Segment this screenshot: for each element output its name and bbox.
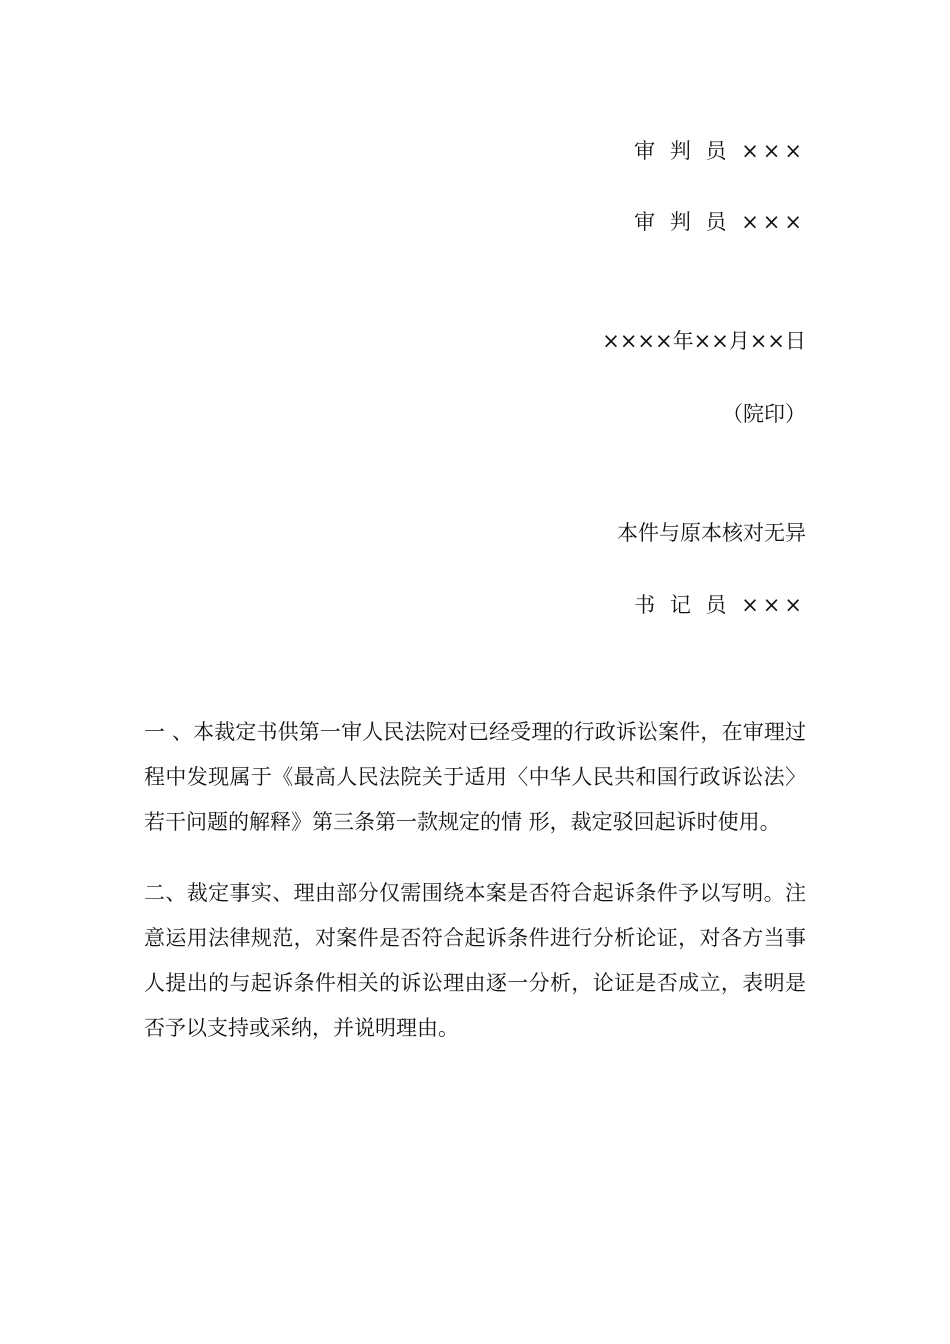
court-seal: （院印） <box>722 402 806 426</box>
clerk-signature: 书 记 员 ××× <box>634 593 806 617</box>
certified-copy-note: 本件与原本核对无异 <box>617 521 806 545</box>
judge-signature-2: 审 判 员 ××× <box>634 210 806 234</box>
note-paragraph-1: 一 、本裁定书供第一审人民法院对已经受理的行政诉讼案件，在审理过程中发现属于《最高人民法院关于适用〈中华人民共和国行政诉讼法〉若干问题的解释》第三条第一款规定的情 形，裁定驳回起诉时使用。 <box>144 720 806 834</box>
date-line: ××××年××月××日 <box>602 329 806 353</box>
usage-notes <box>144 710 806 1077</box>
note-paragraph-2: 二、裁定事实、理由部分仅需围绕本案是否符合起诉条件予以写明。注意运用法律规范，对案件是否符合起诉条件进行分析论证，对各方当事人提出的与起诉条件相关的诉讼理由逐一分析，论证是否成立，表明是否予以支持或采纳，并说明理由。 <box>144 881 806 1040</box>
judge-signature-1: 审 判 员 ××× <box>634 139 806 163</box>
